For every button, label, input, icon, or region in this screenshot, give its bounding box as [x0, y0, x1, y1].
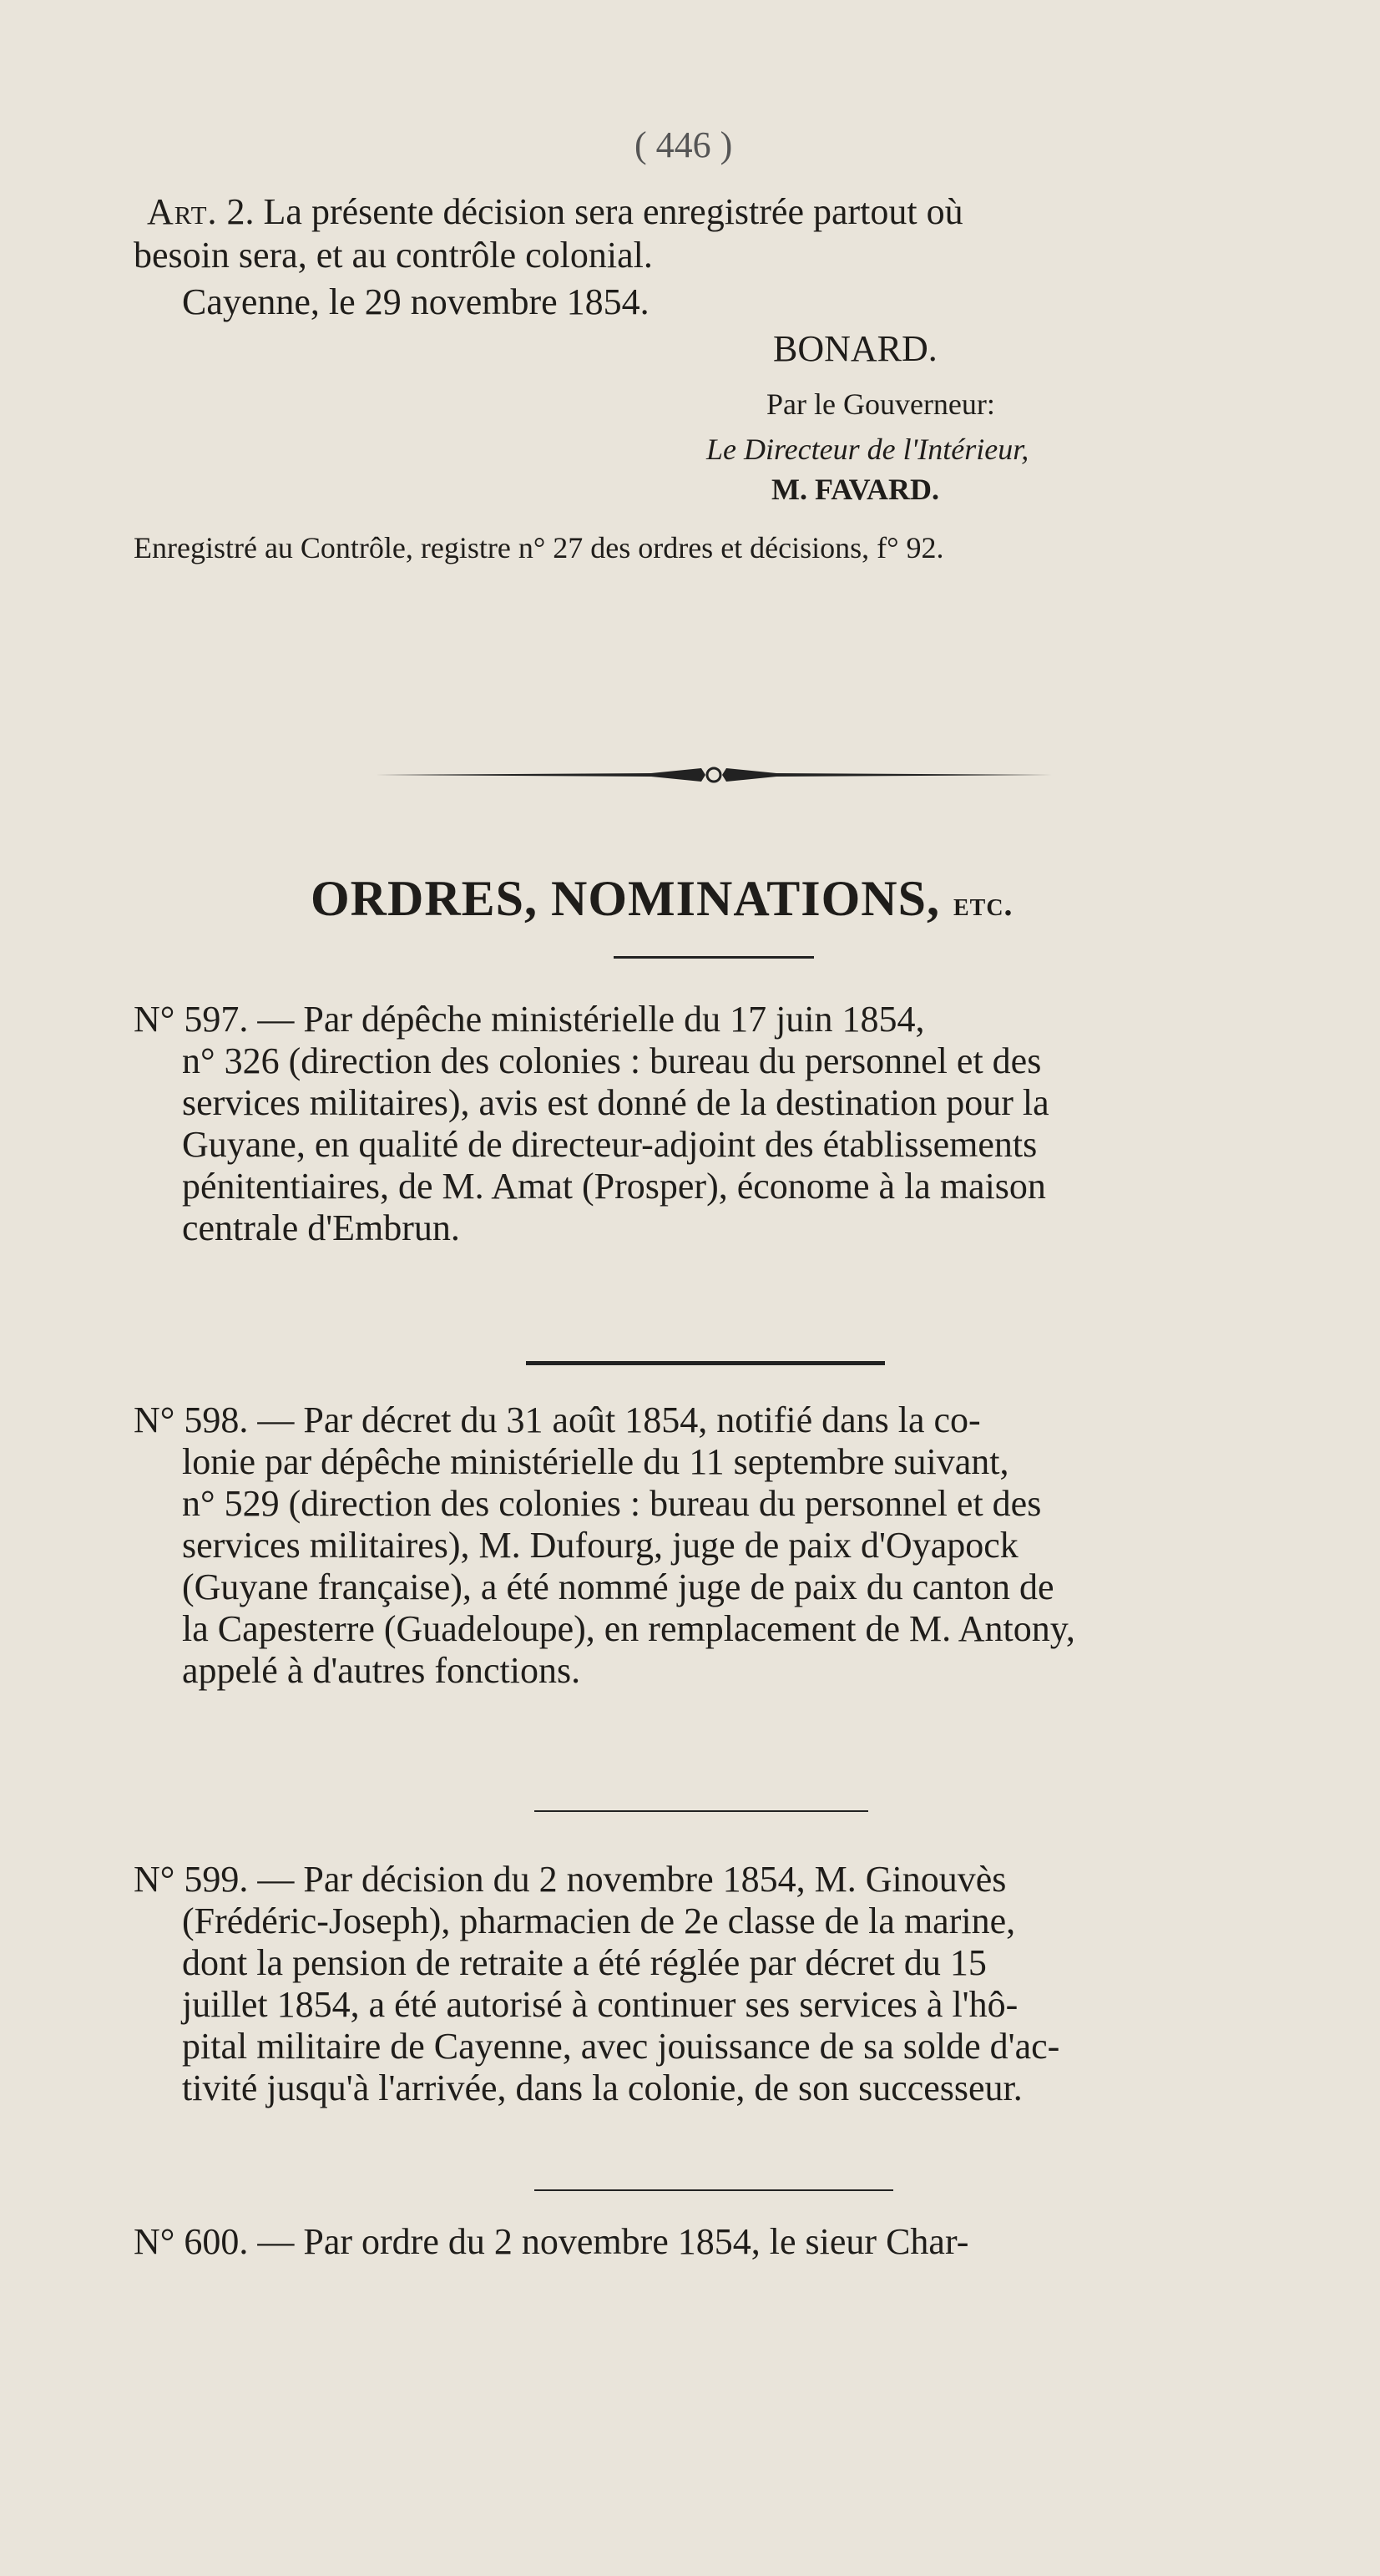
entry-599-line-6: tivité jusqu'à l'arrivée, dans la colonie, de son successeur. — [182, 2067, 1023, 2108]
section-title — [311, 871, 1014, 926]
art-paragraph-line-2: besoin sera, et au contrôle colonial. — [134, 235, 653, 276]
art-paragraph-line-1 — [147, 190, 963, 234]
entry-598-line-7: appelé à d'autres fonctions. — [182, 1650, 581, 1691]
par-le-gouverneur: Par le Gouverneur: — [766, 387, 995, 421]
entry-598-line-1: N° 598. — Par décret du 31 août 1854, notifié dans la co- — [134, 1399, 981, 1440]
entry-597-number: N° 597. — [134, 999, 249, 1040]
entry-600-number: N° 600. — [134, 2221, 249, 2262]
entry-599-line-1: N° 599. — Par décision du 2 novembre 1854, M. Ginouvès — [134, 1859, 1007, 1900]
entry-598-line-2: lonie par dépêche ministérielle du 11 septembre suivant, — [182, 1441, 1009, 1482]
art-label: Art. — [147, 191, 218, 232]
entry-599-line-2: (Frédéric-Joseph), pharmacien de 2e classe de la marine, — [182, 1900, 1016, 1941]
entry-598-line-3: n° 529 (direction des colonies : bureau du personnel et des — [182, 1483, 1042, 1524]
ornamental-divider — [376, 765, 1052, 785]
entry-597-line-1: N° 597. — Par dépêche ministérielle du 17 juin 1854, — [134, 999, 925, 1040]
entry-600 — [134, 2221, 1352, 2263]
signature-name: BONARD. — [773, 328, 938, 369]
entry-598-number: N° 598. — [134, 1399, 249, 1440]
page-number: ( 446 ) — [634, 124, 733, 165]
title-rule — [614, 956, 814, 959]
entry-597-line-3: services militaires), avis est donné de la destination pour la — [182, 1082, 1049, 1123]
directeur-interieur: Le Directeur de l'Intérieur, — [706, 433, 1029, 466]
entry-597 — [134, 999, 1352, 1249]
entry-599-number: N° 599. — [134, 1859, 249, 1900]
entry-597-line-4: Guyane, en qualité de directeur-adjoint des établissements — [182, 1124, 1038, 1165]
entry-599-line-3: dont la pension de retraite a été réglée par décret du 15 — [182, 1942, 987, 1983]
entry-600-line-1: N° 600. — Par ordre du 2 novembre 1854, le sieur Char- — [134, 2221, 969, 2262]
dateline: Cayenne, le 29 novembre 1854. — [182, 281, 650, 322]
entry-599-line-5: pital militaire de Cayenne, avec jouissance de sa solde d'ac- — [182, 2026, 1060, 2067]
entry-599 — [134, 1859, 1352, 2109]
favard-signature: M. FAVARD. — [771, 473, 940, 506]
entry-598-line-6: la Capesterre (Guadeloupe), en remplacement de M. Antony, — [182, 1608, 1075, 1649]
section-title-text: ORDRES, NOMINATIONS, — [311, 871, 940, 926]
entry-598 — [134, 1399, 1352, 1692]
section-title-etc: etc. — [953, 885, 1014, 923]
art-text-1: 2. La présente décision sera enregistrée partout où — [226, 191, 963, 232]
entry-597-line-5: pénitentiaires, de M. Amat (Prosper), économe à la maison — [182, 1166, 1046, 1207]
entry-597-line-2: n° 326 (direction des colonies : bureau du personnel et des — [182, 1040, 1042, 1081]
entry-597-line-6: centrale d'Embrun. — [182, 1207, 460, 1248]
entry-divider-3 — [534, 2189, 893, 2191]
enregistre-line: Enregistré au Contrôle, registre n° 27 des ordres et décisions, f° 92. — [134, 531, 944, 564]
entry-598-line-5: (Guyane française), a été nommé juge de paix du canton de — [182, 1566, 1054, 1607]
entry-598-line-4: services militaires), M. Dufourg, juge de paix d'Oyapock — [182, 1525, 1019, 1566]
entry-divider-1 — [526, 1361, 885, 1365]
entry-divider-2 — [534, 1810, 868, 1812]
entry-599-line-4: juillet 1854, a été autorisé à continuer ses services à l'hô- — [182, 1984, 1019, 2025]
